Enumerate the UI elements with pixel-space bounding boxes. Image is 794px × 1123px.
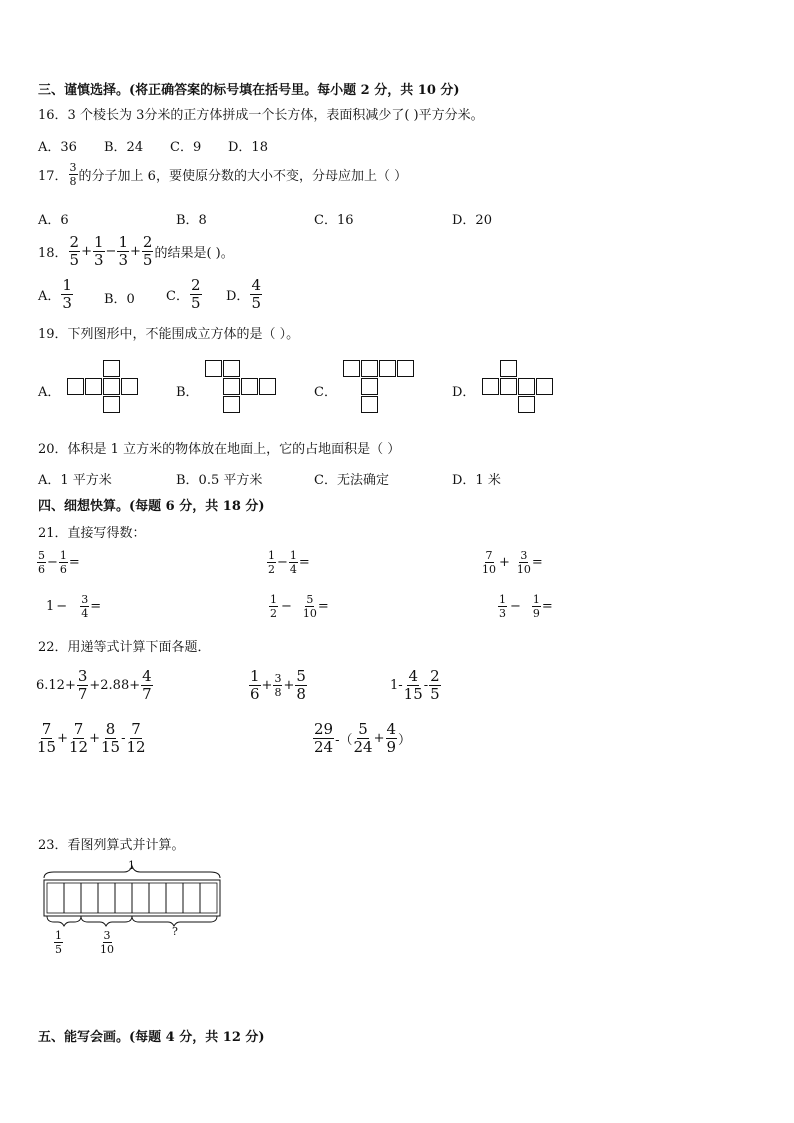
q18-frac-4: $\frac{2}{5}$: [142, 233, 153, 269]
q19-stem: 19．下列图形中，不能围成立方体的是（ ）。: [38, 327, 300, 342]
section-5-title: 五、能写会画。(每题 4 分，共 12 分): [38, 1030, 265, 1045]
q23-total-label: 1: [128, 859, 135, 872]
q19-option-a: A．: [38, 385, 61, 400]
q18-option-c: C． $\frac{2}{5}$: [166, 276, 201, 312]
q18-tail: 的结果是( )。: [154, 246, 234, 261]
q21-item-2: $\frac{1}{2}$ − $\frac{1}{4}$ =: [268, 549, 310, 576]
q22-expr-5: $\frac{29}{24}$ -（ $\frac{5}{24}$ + $\frac{4}{9}$ ）: [314, 720, 412, 756]
q22-expr-4: $\frac{7}{15}$ + $\frac{7}{12}$ + $\frac{8}{15}$ - $\frac{7}{12}$: [37, 720, 146, 756]
q20-option-a: A．1 平方米: [38, 473, 112, 488]
q21-item-5: $\frac{1}{2}$ − $\frac{5}{10}$ =: [270, 593, 329, 620]
q22-expr-1: 6.12+ $\frac{3}{7}$ +2.88+ $\frac{4}{7}$: [36, 667, 152, 703]
q21-stem: 21．直接写得数：: [38, 526, 146, 541]
q18-option-d: D． $\frac{4}{5}$: [226, 276, 261, 312]
q17-option-a: A．6: [38, 213, 69, 228]
q20-stem: 20．体积是 1 立方米的物体放在地面上，它的占地面积是（ ）: [38, 442, 401, 457]
q16-option-d: D．18: [228, 140, 268, 155]
q18-stem-line: [38, 235, 234, 268]
q18-option-b: B．0: [104, 292, 135, 307]
q18-frac-3: $\frac{1}{3}$: [118, 233, 128, 269]
q16-option-b: B．24: [104, 140, 144, 155]
q17-option-d: D．20: [452, 213, 492, 228]
q20-option-d: D．1 米: [452, 473, 501, 488]
q17-stem: 的分子加上 6，要使原分数的大小不变，分母应加上（ ）: [78, 169, 408, 184]
q17-option-c: C．16: [314, 213, 354, 228]
q20-option-b: B．0.5 平方米: [176, 473, 263, 488]
q22-stem: 22．用递等式计算下面各题．: [38, 640, 211, 655]
q23-label-unknown: ?: [172, 925, 178, 938]
q23-label-a: $\frac{1}{5}$: [55, 929, 62, 956]
q16-option-c: C．9: [170, 140, 202, 155]
q19-option-c: C．: [314, 385, 337, 400]
q18-frac-1: $\frac{2}{5}$: [69, 233, 80, 269]
q18-op-1: +: [81, 244, 92, 259]
q21-item-6: $\frac{1}{3}$ − $\frac{1}{9}$ =: [499, 593, 553, 620]
q16-stem: 16．3 个棱长为 3分米的正方体拼成一个长方体，表面积减少了( )平方分米。: [38, 108, 484, 123]
q19-option-b: B．: [176, 385, 199, 400]
section-4-title: 四、细想快算。(每题 6 分，共 18 分): [38, 499, 265, 514]
q17-option-b: B．8: [176, 213, 207, 228]
q18-frac-2: $\frac{1}{3}$: [94, 233, 104, 269]
q16-option-a: A．36: [38, 140, 77, 155]
q19-option-d: D．: [452, 385, 476, 400]
q20-option-c: C．无法确定: [314, 473, 389, 488]
q21-item-1: $\frac{5}{6}$ − $\frac{1}{6}$ =: [38, 549, 80, 576]
q21-item-4: 1 − $\frac{3}{4}$ =: [46, 593, 102, 620]
q18-op-3: +: [130, 244, 141, 259]
q22-expr-2: $\frac{1}{6}$ + $\frac{3}{8}$ + $\frac{5}{8}$: [250, 667, 306, 703]
q18-option-a: A． $\frac{1}{3}$: [38, 276, 72, 312]
q17-number: 17．: [38, 169, 68, 184]
q22-expr-3: 1- $\frac{4}{15}$ - $\frac{2}{5}$: [390, 667, 440, 703]
section-3-title: 三、谨慎选择。(将正确答案的标号填在括号里。每小题 2 分，共 10 分): [38, 83, 460, 98]
q23-stem: 23．看图列算式并计算。: [38, 838, 185, 853]
q23-label-b: $\frac{3}{10}$: [100, 929, 114, 956]
q17-stem-line: [38, 162, 407, 187]
q21-item-3: $\frac{7}{10}$ + $\frac{3}{10}$ =: [482, 549, 543, 576]
q17-fraction: $\frac{3}{8}$: [69, 161, 77, 188]
q18-op-2: −: [105, 244, 117, 259]
q18-number: 18．: [38, 246, 68, 261]
